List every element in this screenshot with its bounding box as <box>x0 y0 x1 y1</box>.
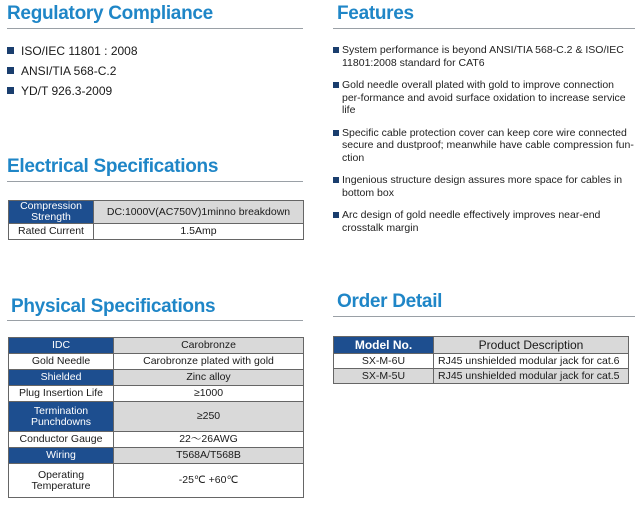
table-cell-value: T568A/T568B <box>114 448 304 464</box>
table-cell-value: -25℃ +60℃ <box>114 464 304 498</box>
order-title: Order Detail <box>337 291 443 312</box>
table-row <box>9 448 304 464</box>
table-row <box>9 386 304 402</box>
physical-rule <box>7 320 303 321</box>
order-table <box>333 336 629 384</box>
square-bullet-icon <box>333 47 339 53</box>
features-title: Features <box>337 3 414 24</box>
square-bullet-icon <box>333 177 339 183</box>
table-cell-label: Shielded <box>9 370 114 386</box>
table-cell-label: Termination Punchdowns <box>9 402 114 432</box>
physical-table <box>8 337 304 498</box>
table-row <box>334 369 629 384</box>
list-item: Gold needle overall plated with gold to improve connection per-formance and avoid surface oxidation to increase service life <box>333 79 635 117</box>
square-bullet-icon <box>333 130 339 136</box>
table-cell-value: ≥1000 <box>114 386 304 402</box>
table-cell-label: Plug Insertion Life <box>9 386 114 402</box>
table-row <box>9 402 304 432</box>
list-item: ANSI/TIA 568-C.2 <box>7 64 138 84</box>
table-cell-value: 22～26AWG <box>114 432 304 448</box>
list-item: ISO/IEC 11801 : 2008 <box>7 44 138 64</box>
table-cell-model: SX-M-5U <box>334 369 434 384</box>
features-rule <box>333 28 635 29</box>
table-cell-label: Gold Needle <box>9 354 114 370</box>
table-row <box>9 432 304 448</box>
electrical-rule <box>7 181 303 182</box>
table-row <box>334 354 629 369</box>
regulatory-list <box>7 44 138 104</box>
list-item: Arc design of gold needle effectively improves near-end crosstalk margin <box>333 209 635 234</box>
table-cell-value: ≥250 <box>114 402 304 432</box>
table-row <box>9 338 304 354</box>
list-item: System performance is beyond ANSI/TIA 568-C.2 & ISO/IEC 11801:2008 standard for CAT6 <box>333 44 635 69</box>
table-row <box>9 201 304 224</box>
table-cell-value: Carobronze plated with gold <box>114 354 304 370</box>
regulatory-rule <box>7 28 303 29</box>
electrical-table <box>8 200 304 240</box>
table-row <box>334 337 629 354</box>
table-row <box>9 224 304 240</box>
table-cell-description: RJ45 unshielded modular jack for cat.6 <box>434 354 629 369</box>
list-item: Specific cable protection cover can keep core wire connected secure and dustproof; meanwhile have cable compression fun-ction <box>333 127 635 165</box>
list-item: Ingenious structure design assures more space for cables in bottom box <box>333 174 635 199</box>
regulatory-title: Regulatory Compliance <box>7 3 213 24</box>
table-cell-label: Compression Strength <box>9 201 94 224</box>
order-rule <box>333 316 635 317</box>
square-bullet-icon <box>7 87 14 94</box>
table-cell-value: 1.5Amp <box>94 224 304 240</box>
table-header-model: Model No. <box>334 337 434 354</box>
table-cell-label: Operating Temperature <box>9 464 114 498</box>
square-bullet-icon <box>333 82 339 88</box>
table-cell-value: Zinc alloy <box>114 370 304 386</box>
table-cell-label: Conductor Gauge <box>9 432 114 448</box>
table-cell-value: DC:1000V(AC750V)1minno breakdown <box>94 201 304 224</box>
table-cell-label: Wiring <box>9 448 114 464</box>
table-row <box>9 354 304 370</box>
table-cell-description: RJ45 unshielded modular jack for cat.5 <box>434 369 629 384</box>
square-bullet-icon <box>333 212 339 218</box>
table-cell-value: Carobronze <box>114 338 304 354</box>
table-row <box>9 370 304 386</box>
physical-title: Physical Specifications <box>11 296 216 317</box>
table-cell-label: IDC <box>9 338 114 354</box>
table-header-description: Product Description <box>434 337 629 354</box>
table-row <box>9 464 304 498</box>
features-list <box>333 44 635 244</box>
electrical-title: Electrical Specifications <box>7 156 219 177</box>
square-bullet-icon <box>7 47 14 54</box>
table-cell-label: Rated Current <box>9 224 94 240</box>
square-bullet-icon <box>7 67 14 74</box>
table-cell-model: SX-M-6U <box>334 354 434 369</box>
list-item: YD/T 926.3-2009 <box>7 84 138 104</box>
